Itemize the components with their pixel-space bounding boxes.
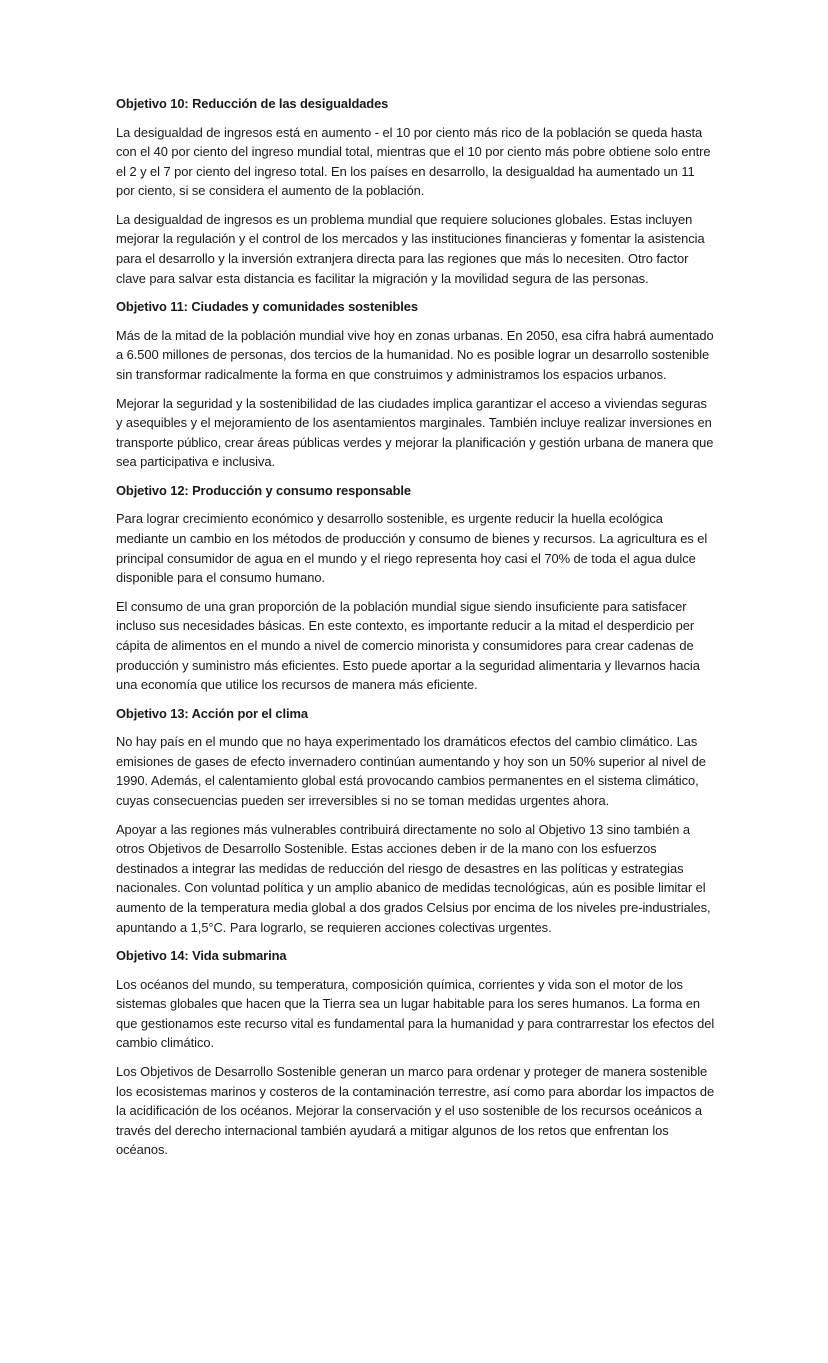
section-objetivo-14 bbox=[116, 946, 716, 1160]
paragraph: Los océanos del mundo, su temperatura, composición química, corrientes y vida son el motor de los sistemas globales que hacen que la Tierra sea un lugar habitable para los seres humanos. La forma en que gestionamos este recurso vital es fundamental para la humanidad y para contrarrestar los efectos del cambio climático. bbox=[116, 976, 715, 1051]
section-heading: Objetivo 10: Reducción de las desigualdades bbox=[116, 96, 389, 111]
section-objetivo-10 bbox=[116, 94, 716, 288]
section-heading: Objetivo 13: Acción por el clima bbox=[116, 705, 308, 721]
paragraph: Más de la mitad de la población mundial vive hoy en zonas urbanas. En 2050, esa cifra habrá aumentado a 6.500 millones de personas, dos tercios de la humanidad. No es posible lograr un desarrollo sostenible sin transformar radicalmente la forma en que construimos y administramos los espacios urbanos. bbox=[116, 327, 714, 382]
section-heading: Objetivo 12: Producción y consumo responsable bbox=[116, 482, 411, 498]
document-page bbox=[116, 94, 716, 1169]
section-objetivo-13 bbox=[116, 704, 716, 937]
section-objetivo-11 bbox=[116, 297, 716, 472]
paragraph: Los Objetivos de Desarrollo Sostenible generan un marco para ordenar y proteger de manera sostenible los ecosistemas marinos y costeros de la contaminación terrestre, así como para abordar los impactos de la acidificación de los océanos. Mejorar la conservación y el uso sostenible de los recursos oceánicos a través del derecho internacional también ayudará a mitigar algunos de los retos que enfrentan los océanos. bbox=[116, 1064, 715, 1158]
paragraph: Apoyar a las regiones más vulnerables contribuirá directamente no solo al Objetivo 13 sino también a otros Objetivos de Desarrollo Sostenible. Estas acciones deben ir de la mano con los esfuerzos destinados a integrar las medidas de reducción del riesgo de desastres en las políticas y estrategias nacionales. Con voluntad política y un amplio abanico de medidas tecnológicas, aún es posible limitar el aumento de la temperatura media global a dos grados Celsius por encima de los niveles pre-industriales, apuntando a 1,5°C. Para lograrlo, se requieren acciones colectivas urgentes. bbox=[116, 821, 711, 935]
section-objetivo-12 bbox=[116, 481, 716, 695]
paragraph: Mejorar la seguridad y la sostenibilidad de las ciudades implica garantizar el acceso a viviendas seguras y asequibles y el mejoramiento de los asentamientos marginales. También incluye realizar inversiones en transporte público, crear áreas públicas verdes y mejorar la planificación y gestión urbana de manera que sea participativa e inclusiva. bbox=[116, 395, 714, 470]
paragraph: La desigualdad de ingresos está en aumento - el 10 por ciento más rico de la población se queda hasta con el 40 por ciento del ingreso mundial total, mientras que el 10 por ciento más pobre obtiene solo entre el 2 y el 7 por ciento del ingreso total. En los países en desarrollo, la desigualdad ha aumentado un 11 por ciento, si se considera el aumento de la población. bbox=[116, 124, 711, 199]
paragraph: No hay país en el mundo que no haya experimentado los dramáticos efectos del cambio climático. Las emisiones de gases de efecto invernadero continúan aumentando y hoy son un 50% superior al nivel de 1990. Además, el calentamiento global está provocando cambios permanentes en el sistema climático, cuyas consecuencias pueden ser irreversibles si no se toman medidas urgentes ahora. bbox=[116, 734, 706, 809]
paragraph: Para lograr crecimiento económico y desarrollo sostenible, es urgente reducir la huella ecológica mediante un cambio en los métodos de producción y consumo de bienes y recursos. La agricultura es el principal consumidor de agua en el mundo y el riego representa hoy casi el 70% de toda el agua dulce disponible para el consumo humano. bbox=[116, 511, 708, 586]
section-heading: Objetivo 11: Ciudades y comunidades sostenibles bbox=[116, 299, 418, 315]
paragraph: El consumo de una gran proporción de la población mundial sigue siendo insuficiente para satisfacer incluso sus necesidades básicas. En este contexto, es importante reducir a la mitad el desperdicio per cápita de alimentos en el mundo a nivel de comercio minorista y consumidores para crear cadenas de producción y suministro más eficientes. Esto puede aportar a la seguridad alimentaria y llevarnos hacia una economía que utilice los recursos de manera más eficiente. bbox=[116, 598, 700, 693]
section-heading: Objetivo 14: Vida submarina bbox=[116, 948, 287, 964]
paragraph: La desigualdad de ingresos es un problema mundial que requiere soluciones globales. Estas incluyen mejorar la regulación y el control de los mercados y las instituciones financieras y fomentar la asistencia para el desarrollo y la inversión extranjera directa para las regiones que más lo necesiten. Otro factor clave para salvar esta distancia es facilitar la migración y la movilidad segura de las personas. bbox=[116, 211, 705, 286]
